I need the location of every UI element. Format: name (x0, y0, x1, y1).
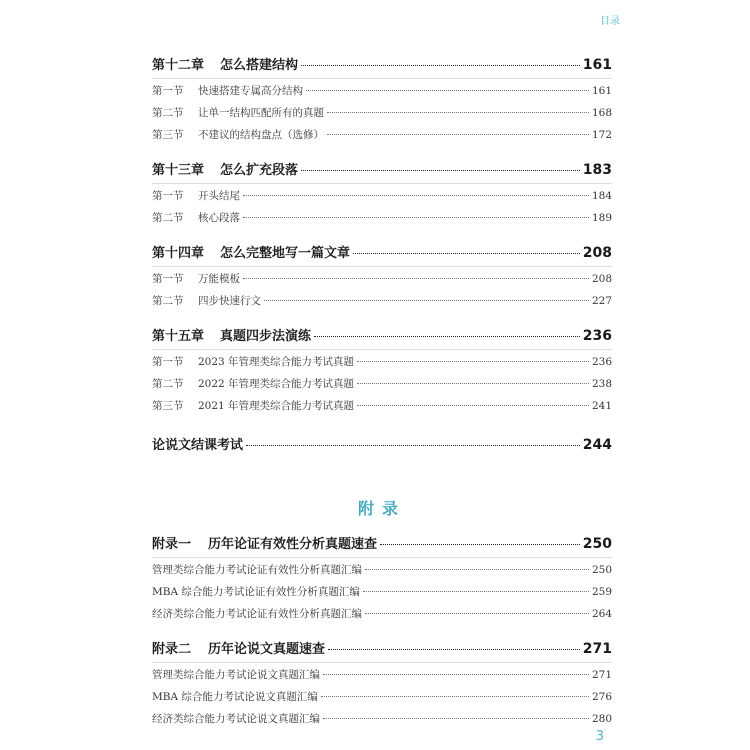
toc-chapter[interactable] (152, 54, 612, 76)
chapter-page: 161 (582, 57, 612, 73)
appendix-label: 附录一 (152, 537, 192, 552)
appendix-item-title: 经济类综合能力考试论说文真题汇编 (152, 713, 320, 725)
toc-appendix-item[interactable] (152, 606, 612, 628)
chapter-label: 第十四章 (152, 246, 205, 261)
toc-chapter[interactable] (152, 159, 612, 181)
dot-leader (357, 383, 589, 384)
chapter-page: 208 (582, 245, 612, 261)
dot-leader (321, 696, 589, 697)
dot-leader (323, 718, 589, 719)
toc-appendix-item[interactable] (152, 711, 612, 733)
chapter-label: 第十二章 (152, 58, 205, 73)
appendix-page: 250 (582, 536, 612, 552)
toc-section[interactable] (152, 83, 612, 105)
dot-leader (301, 65, 580, 66)
section-page: 161 (591, 85, 612, 97)
section-title: 快速搭建专属高分结构 (198, 85, 303, 97)
appendix-title: 历年论说文真题速查 (208, 642, 326, 657)
running-header: 目录 (600, 16, 620, 27)
appendix-item-page: 280 (591, 713, 612, 725)
dot-leader (353, 253, 580, 254)
appendix-item-title: MBA 综合能力考试论证有效性分析真题汇编 (152, 586, 360, 598)
dot-leader (365, 569, 589, 570)
appendix-title: 历年论证有效性分析真题速查 (208, 537, 378, 552)
chapter-title: 怎么扩充段落 (220, 163, 299, 178)
section-title: 2021 年管理类综合能力考试真题 (198, 400, 355, 412)
chapter-label: 第十三章 (152, 163, 205, 178)
section-page: 208 (591, 273, 612, 285)
appendix-page: 271 (582, 641, 612, 657)
section-label: 第三节 (152, 400, 184, 412)
dot-leader (357, 405, 589, 406)
section-page: 238 (591, 378, 612, 390)
appendix-item-title: 管理类综合能力考试论证有效性分析真题汇编 (152, 564, 362, 576)
section-label: 第一节 (152, 85, 184, 97)
appendix-item-page: 250 (591, 564, 612, 576)
dot-leader (327, 112, 589, 113)
divider (152, 557, 612, 558)
toc-chapter[interactable] (152, 242, 612, 264)
toc-section[interactable] (152, 127, 612, 149)
appendix-item-title: 管理类综合能力考试论说文真题汇编 (152, 669, 320, 681)
dot-leader (301, 170, 580, 171)
toc-section[interactable] (152, 271, 612, 293)
toc-appendix-item[interactable] (152, 689, 612, 711)
chapter-title: 怎么搭建结构 (220, 58, 299, 73)
section-title: 不建议的结构盘点（选修） (198, 129, 324, 141)
dot-leader (264, 300, 589, 301)
toc-section[interactable] (152, 210, 612, 232)
table-of-contents (152, 54, 612, 733)
section-label: 第二节 (152, 295, 184, 307)
section-title: 让单一结构匹配所有的真题 (198, 107, 324, 119)
chapter-label: 第十五章 (152, 329, 205, 344)
section-title: 核心段落 (198, 212, 240, 224)
final-exam-page: 244 (582, 437, 612, 453)
dot-leader (328, 649, 580, 650)
appendix-item-page: 271 (591, 669, 612, 681)
section-label: 第二节 (152, 212, 184, 224)
section-page: 241 (591, 400, 612, 412)
chapter-title: 真题四步法演练 (220, 329, 312, 344)
appendix-item-page: 264 (591, 608, 612, 620)
chapter-title: 怎么完整地写一篇文章 (220, 246, 351, 261)
toc-appendix[interactable] (152, 533, 612, 555)
appendix-item-page: 259 (591, 586, 612, 598)
dot-leader (380, 544, 580, 545)
appendix-heading: 附录 (357, 499, 406, 518)
section-page: 236 (591, 356, 612, 368)
toc-chapter[interactable] (152, 325, 612, 347)
divider (152, 78, 612, 79)
section-label: 第三节 (152, 129, 184, 141)
section-page: 184 (591, 190, 612, 202)
section-title: 开头结尾 (198, 190, 240, 202)
toc-final-exam[interactable] (152, 434, 612, 456)
toc-appendix[interactable] (152, 638, 612, 660)
toc-section[interactable] (152, 354, 612, 376)
dot-leader (365, 613, 589, 614)
toc-appendix-item[interactable] (152, 584, 612, 606)
section-title: 四步快速行文 (198, 295, 261, 307)
section-page: 168 (591, 107, 612, 119)
divider (152, 183, 612, 184)
toc-appendix-item[interactable] (152, 667, 612, 689)
toc-section[interactable] (152, 105, 612, 127)
appendix-item-title: MBA 综合能力考试论说文真题汇编 (152, 691, 318, 703)
section-page: 189 (591, 212, 612, 224)
dot-leader (243, 278, 589, 279)
section-label: 第一节 (152, 356, 184, 368)
dot-leader (246, 445, 580, 446)
toc-section[interactable] (152, 188, 612, 210)
dot-leader (306, 90, 589, 91)
toc-appendix-item[interactable] (152, 562, 612, 584)
section-title: 万能模板 (198, 273, 240, 285)
chapter-page: 183 (582, 162, 612, 178)
divider (152, 662, 612, 663)
section-label: 第二节 (152, 107, 184, 119)
dot-leader (323, 674, 589, 675)
divider (152, 349, 612, 350)
section-title: 2023 年管理类综合能力考试真题 (198, 356, 355, 368)
appendix-label: 附录二 (152, 642, 192, 657)
dot-leader (243, 195, 589, 196)
toc-section[interactable] (152, 293, 612, 315)
dot-leader (357, 361, 589, 362)
final-exam-title: 论说文结课考试 (152, 438, 244, 453)
page-number: 3 (595, 729, 604, 744)
section-page: 227 (591, 295, 612, 307)
appendix-item-page: 276 (591, 691, 612, 703)
section-page: 172 (591, 129, 612, 141)
dot-leader (363, 591, 589, 592)
section-label: 第一节 (152, 190, 184, 202)
toc-section[interactable] (152, 376, 612, 398)
appendix-item-title: 经济类综合能力考试论证有效性分析真题汇编 (152, 608, 362, 620)
divider (152, 266, 612, 267)
section-label: 第一节 (152, 273, 184, 285)
chapter-page: 236 (582, 328, 612, 344)
dot-leader (327, 134, 589, 135)
dot-leader (243, 217, 589, 218)
section-title: 2022 年管理类综合能力考试真题 (198, 378, 355, 390)
section-label: 第二节 (152, 378, 184, 390)
toc-section[interactable] (152, 398, 612, 420)
dot-leader (314, 336, 580, 337)
